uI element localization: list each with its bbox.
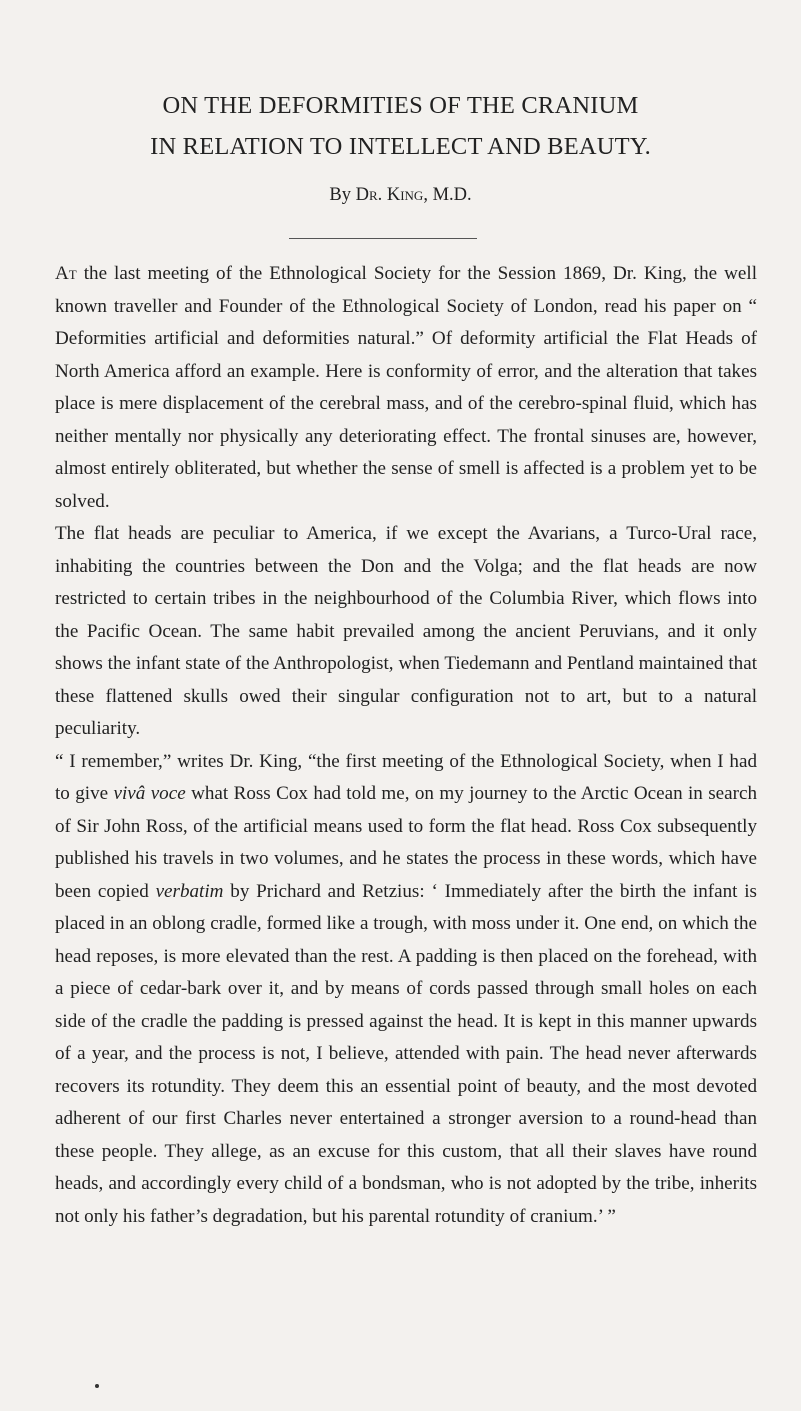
paragraph-1 bbox=[55, 258, 757, 518]
byline-suffix: , M.D. bbox=[423, 185, 472, 205]
article-title-line-2: IN RELATION TO INTELLECT AND BEAUTY. bbox=[150, 133, 651, 160]
author-byline bbox=[0, 186, 801, 205]
article-title-line-1: ON THE DEFORMITIES OF THE CRANIUM bbox=[162, 92, 639, 119]
paragraph-1-text: the last meeting of the Ethnological Society for the Session 1869, Dr. King, the well known traveller and Founder of the Ethnological Society of London, read his paper on “ Deformities artificial and deformities natural.” Of deformity artificial the Flat Heads of North America afford an example. Here is conformity of error, and the alteration that takes place is mere displacement of the cerebral mass, and of the cerebro-spinal fluid, which has neither mentally nor physically any deteriorating effect. The frontal sinuses are, however, almost entirely obliterated, but whether the sense of smell is affected is a problem yet to be solved. bbox=[55, 263, 757, 512]
paragraph-3-text-c: by Prichard and Retzius: ‘ Immediately after the birth the infant is placed in an oblong cradle, formed like a trough, with moss under it. One end, on which the head reposes, is more elevated than the rest. A padding is then placed on the forehead, with a piece of cedar-bark over it, and by means of cords passed through small holes on each side of the cradle the padding is pressed against the head. It is kept in this manner upwards of a year, and the process is not, I believe, attended with pain. The head never afterwards recovers its rotundity. They deem this an essential point of beauty, and the most devoted adherent of our first Charles never entertained a stronger aversion to a round-head than these people. They allege, as an excuse for this custom, that all their slaves have round heads, and accordingly every child of a bondsman, who is not adopted by the tribe, inherits not only his father’s degradation, but his parental rotundity of cranium.’ ” bbox=[55, 880, 757, 1227]
byline-prefix: By bbox=[329, 185, 356, 205]
paragraph-1-lead-word: At bbox=[55, 263, 77, 284]
paragraph-3-text-b: what Ross Cox had told me, on my journey to the Arctic Ocean in search of Sir John Ross, of the artificial means used to form the flat head. Ross Cox subsequently published his travels in two volumes, and he states the process in these words, which have been copied bbox=[55, 783, 758, 902]
paragraph-3-italic-verbatim: verbatim bbox=[155, 880, 224, 902]
byline-author: Dr. King bbox=[355, 185, 424, 205]
paragraph-2 bbox=[55, 518, 757, 746]
paragraph-3-text-a: “ I remember,” writes Dr. King, “the first meeting of the Ethnological Society, when I had to give bbox=[55, 750, 757, 804]
ink-speck-mark bbox=[95, 1384, 99, 1388]
paragraph-3-italic-viva-voce: vivâ voce bbox=[113, 783, 186, 804]
title-divider-rule bbox=[289, 238, 477, 239]
paragraph-3 bbox=[55, 746, 757, 1234]
paragraph-2-text: The flat heads are peculiar to America, if we except the Avarians, a Turco-Ural race, inhabiting the countries between the Don and the Volga; and the flat heads are now restricted to certain tribes in the neighbourhood of the Columbia River, which flows into the Pacific Ocean. The same habit prevailed among the ancient Peruvians, and it only shows the infant state of the Anthropologist, when Tiedemann and Pentland maintained that these flattened skulls owed their singular configuration not to art, but to a natural peculiarity. bbox=[55, 523, 757, 739]
article-body bbox=[55, 258, 757, 1233]
